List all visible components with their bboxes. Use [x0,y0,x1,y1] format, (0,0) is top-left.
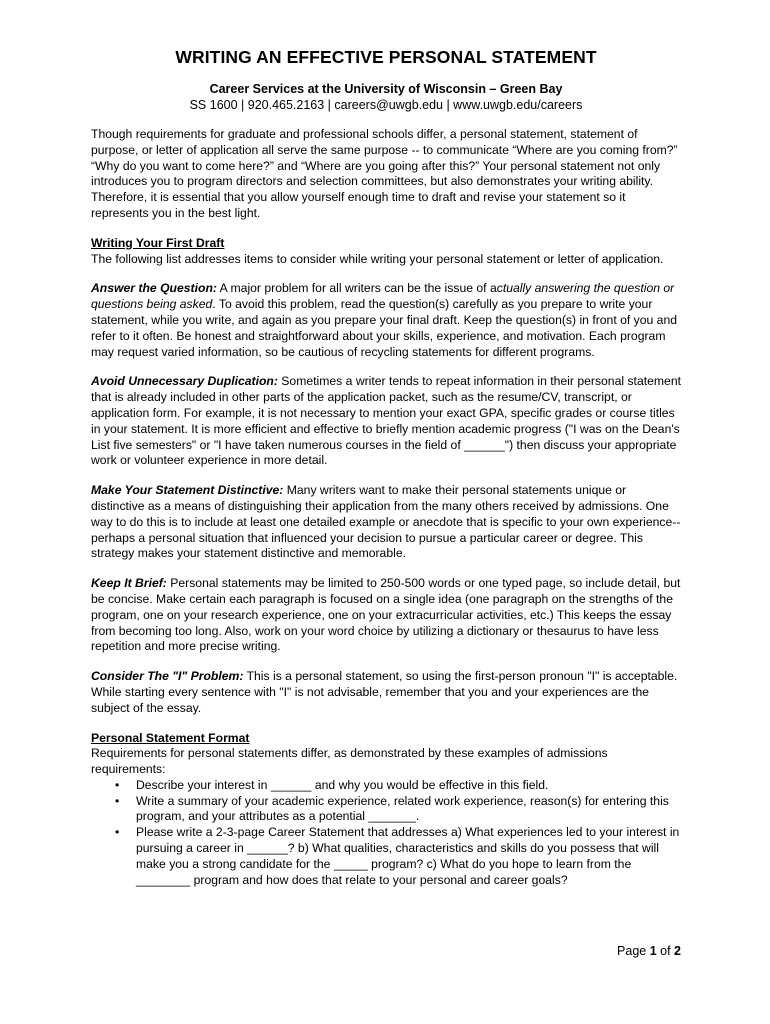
tip-answer-question [91,281,681,360]
page-label: Page [617,944,650,958]
first-draft-heading: Writing Your First Draft [91,235,225,250]
tip-text: Sometimes a writer tends to repeat information in their personal statement that is already included in other parts of the application packet, such as the resume/CV, transcript, or application form. For example, it is not necessary to mention your exact GPA, specific grades or course titles in your statement. It is more efficient and effective to briefly mention academic progress ("I was on the Dean's List five semesters" or "I have taken numerous courses in the field of ______") then discuss your appropriate work or volunteer experience in more detail. [91,374,681,468]
list-item: • Describe your interest in ______ and why you would be effective in this field. [136,778,681,794]
page-number [617,943,681,959]
list-item: • Write a summary of your academic experience, related work experience, reason(s) for entering this program, and your attributes as a potential _______. [136,794,681,826]
tip-term: Keep It Brief: [91,576,167,591]
format-section [91,731,681,889]
format-heading: Personal Statement Format [91,730,250,745]
tip-term: Avoid Unnecessary Duplication: [91,374,278,389]
first-draft-section [91,236,681,268]
requirements-list [91,778,681,889]
tip-distinctive [91,483,681,562]
tip-i-problem [91,669,681,716]
contact-line: SS 1600 | 920.465.2163 | careers@uwgb.edu | www.uwgb.edu/careers [189,98,583,112]
tip-text: This is a personal statement, so using the first-person pronoun "I" is acceptable. While starting every sentence with "I" is not advisable, remember that you and your experiences are the subject of the essay. [91,669,678,715]
tip-keep-brief [91,576,681,655]
format-text: Requirements for personal statements differ, as demonstrated by these examples of admissions requirements: [91,746,608,777]
tip-text: A major problem for all writers can be the issue of a [216,281,497,296]
tip-term: Consider The "I" Problem: [91,669,244,684]
of-label: of [656,944,675,958]
tip-term: Make Your Statement Distinctive: [91,483,284,498]
document-title: WRITING AN EFFECTIVE PERSONAL STATEMENT [175,47,597,67]
document-subtitle: Career Services at the University of Wisconsin – Green Bay [209,82,563,96]
document-body [91,46,681,888]
tip-text: Many writers want to make their personal statements unique or distinctive as a means of distinguishing their application from the many others received by admissions. One way to do this is to include at least one detailed example or anecdote that is specific to your own experience--perhaps a personal situation that influenced your decision to pursue a particular career or degree. This strategy makes your statement distinctive and memorable. [91,483,681,561]
tip-term: Answer the Question: [91,281,217,296]
current-page: 1 [649,944,657,958]
list-item: • Please write a 2-3-page Career Statement that addresses a) What experiences led to your interest in pursuing a career in ______? b) What qualities, characteristics and skills do you possess that will make you a strong candidate for the _____ program? c) What do you hope to learn from the ________ program and how does that relate to your personal and career goals? [136,825,681,888]
intro-paragraph: Though requirements for graduate and professional schools differ, a personal statement, statement of purpose, or letter of application all serve the same purpose -- to communicate “Where are you coming from?” “Why do you want to come here?” and “Where are you going after this?” Your personal statement not only introduces you to program directors and selection committees, but also demonstrates your writing ability. Therefore, it is essential that you allow yourself enough time to draft and revise your statement so it represents you in the best light. [91,127,678,220]
tip-avoid-duplication [91,374,681,469]
total-pages: 2 [674,944,681,958]
tip-emphasis: ctually answering the question or questions being asked [91,281,675,312]
tip-text-rest: . To avoid this problem, read the question(s) carefully as you prepare to write your statement, while you write, and again as you prepare your final draft. Keep the question(s) in front of you and refer to it often. Be honest and straightforward about your skills, experience, and motivation. Each program may request varied information, so be cautious of recycling statements for different programs. [91,297,678,359]
first-draft-text: The following list addresses items to consider while writing your personal statement or letter of application. [91,251,664,266]
tip-text: Personal statements may be limited to 250-500 words or one typed page, so include detail, but be concise. Make certain each paragraph is focused on a single idea (one paragraph on the strengths of the program, one on your research experience, one on your extracurricular activities, etc.) This keeps the essay from becoming too long. Also, work on your word choice by utilizing a dictionary or thesaurus to have less repetition and more precise writing. [91,576,681,654]
